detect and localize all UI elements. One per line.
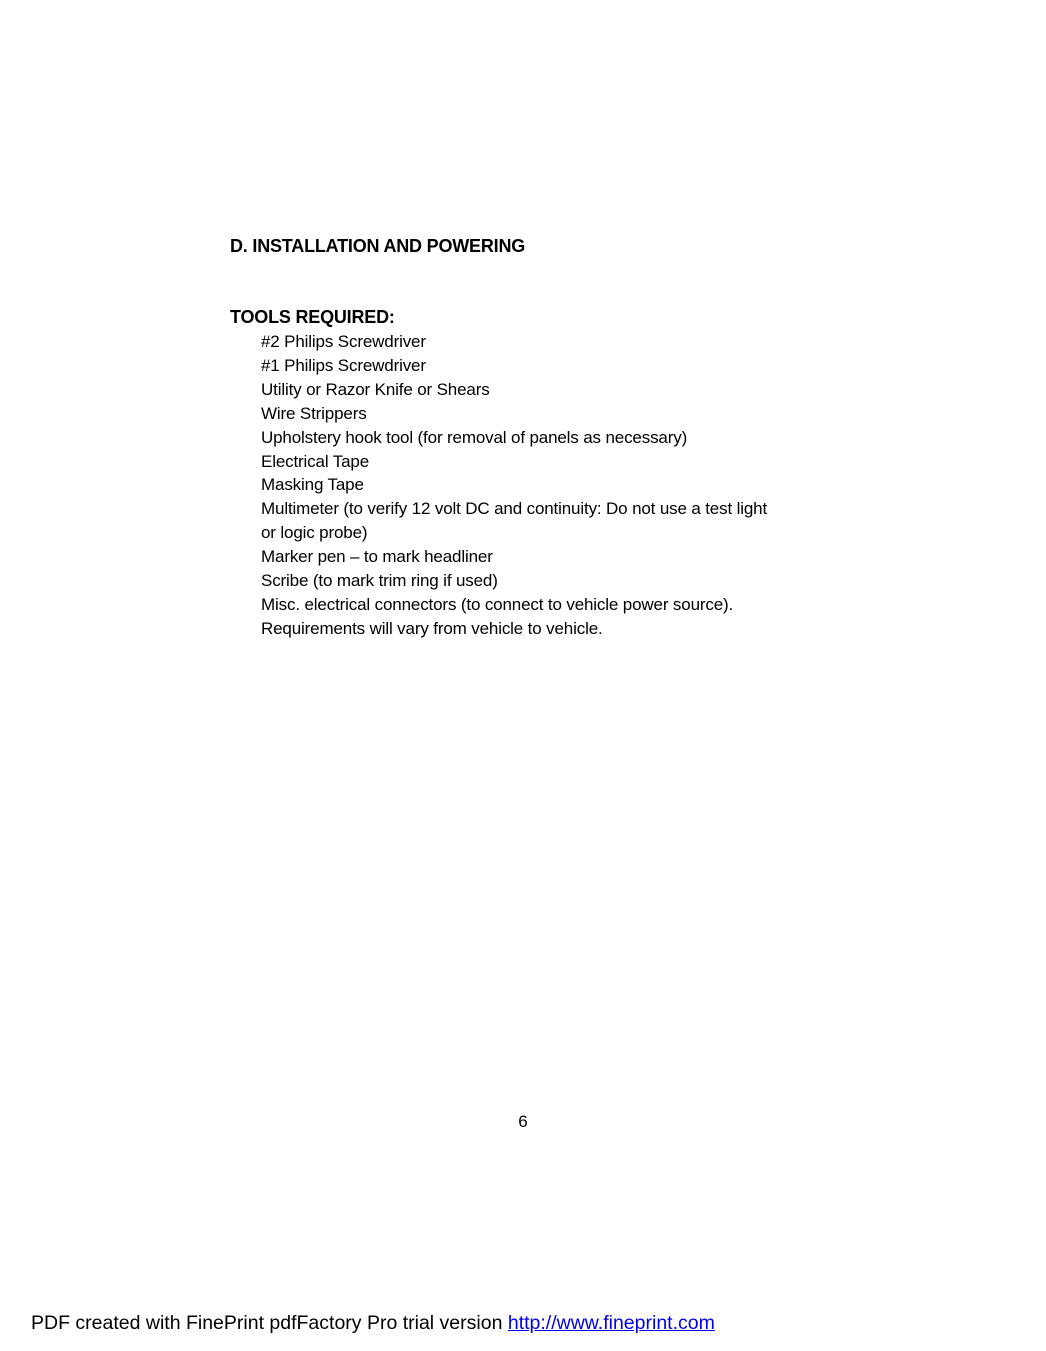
tool-item: Multimeter (to verify 12 volt DC and continuity: Do not use a test light	[261, 499, 768, 519]
fineprint-link[interactable]: http://www.fineprint.com	[507, 1312, 715, 1334]
tool-item: or logic probe)	[261, 523, 368, 543]
pdf-footer	[31, 1312, 715, 1335]
tool-item: Upholstery hook tool (for removal of panels as necessary)	[261, 427, 688, 447]
tools-list	[261, 330, 841, 641]
section-heading: D. INSTALLATION AND POWERING	[230, 236, 526, 256]
tool-item: Electrical Tape	[261, 451, 369, 471]
tool-item: Masking Tape	[261, 475, 364, 495]
tool-item: #2 Philips Screwdriver	[261, 332, 426, 351]
tool-item: Utility or Razor Knife or Shears	[261, 379, 490, 399]
tools-heading: TOOLS REQUIRED:	[230, 307, 395, 327]
page-number: 6	[518, 1112, 528, 1131]
tool-item: Marker pen – to mark headliner	[261, 547, 493, 567]
tool-item: #1 Philips Screwdriver	[261, 355, 426, 375]
tool-item: Requirements will vary from vehicle to vehicle.	[261, 618, 603, 638]
tool-item: Wire Strippers	[261, 403, 367, 423]
tool-item: Scribe (to mark trim ring if used)	[261, 571, 498, 591]
footer-text: PDF created with FinePrint pdfFactory Pro trial version	[31, 1312, 508, 1334]
tool-item: Misc. electrical connectors (to connect to vehicle power source).	[261, 594, 734, 614]
